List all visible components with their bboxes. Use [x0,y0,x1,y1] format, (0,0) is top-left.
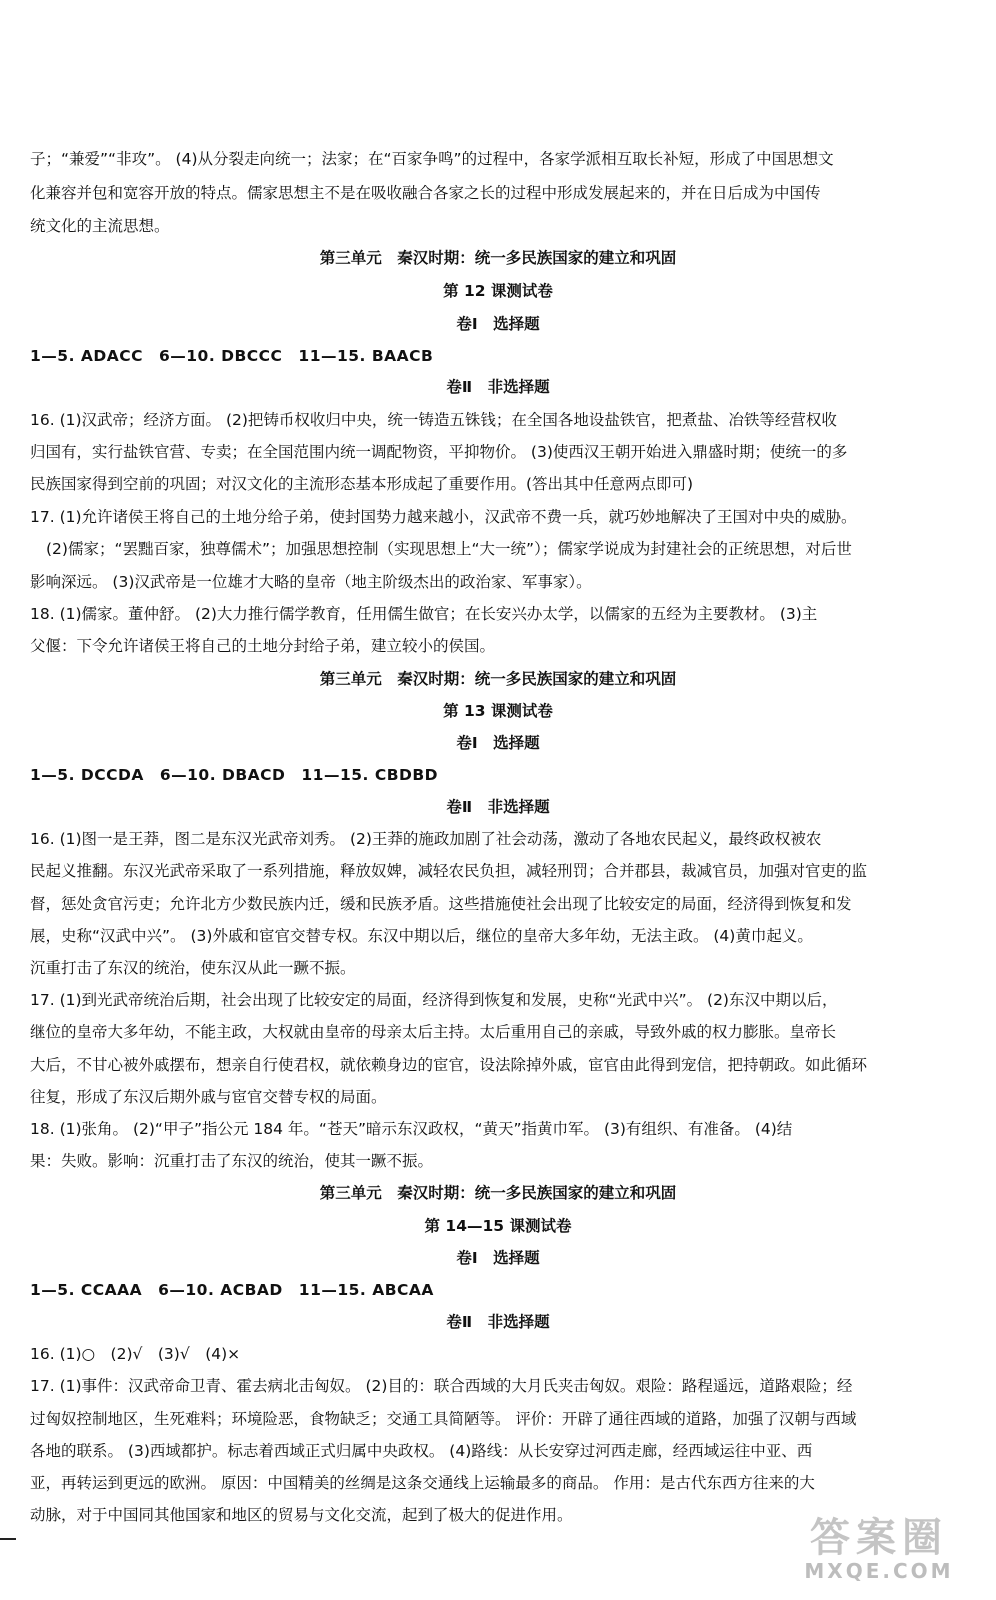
section-heading: 卷Ⅰ 选择题 [456,1249,540,1267]
section-heading: 卷Ⅱ 非选择题 [446,378,550,396]
answer-line: 16. (1)○ (2)√ (3)√ (4)× [30,1345,241,1363]
answer-line: 动脉，对于中国同其他国家和地区的贸易与文化交流，起到了极大的促进作用。 [30,1506,573,1524]
answer-line: 过匈奴控制地区，生死难料；环境险恶，食物缺乏；交通工具简陋等。 评价：开辟了通往西域的道路，加强了汉朝与西域 [30,1410,857,1428]
text-line: 子；“兼爱”“非攻”。 (4)从分裂走向统一；法家；在“百家争鸣”的过程中，各家学派相互取长补短，形成了中国思想文 [30,150,834,168]
answer-line: 16. (1)汉武帝；经济方面。 (2)把铸币权收归中央，统一铸造五铢钱；在全国各地设盐铁官，把煮盐、冶铁等经营权收 [30,411,837,429]
unit-heading: 第三单元 秦汉时期：统一多民族国家的建立和巩固 [319,670,677,688]
choice-answers: 1—5. CCAAA 6—10. ACBAD 11—15. ABCAA [30,1281,434,1299]
margin-mark [0,1538,16,1540]
choice-answers: 1—5. ADACC 6—10. DBCCC 11—15. BAACB [30,347,434,365]
section-heading: 卷Ⅰ 选择题 [456,315,540,333]
text-line: 统文化的主流思想。 [30,217,170,235]
section-heading: 卷Ⅰ 选择题 [456,734,540,752]
answer-line: (2)儒家；“罢黜百家，独尊儒术”；加强思想控制（实现思想上“大一统”）；儒家学说成为封建社会的正统思想，对后世 [46,540,852,558]
answer-line: 18. (1)张角。 (2)“甲子”指公元 184 年。“苍天”暗示东汉政权，“黄天”指黄巾军。 (3)有组织、有准备。 (4)结 [30,1120,793,1138]
answer-line: 影响深远。 (3)汉武帝是一位雄才大略的皇帝（地主阶级杰出的政治家、军事家）。 [30,573,592,591]
answer-line: 18. (1)儒家。董仲舒。 (2)大力推行儒学教育，任用儒生做官；在长安兴办太学，以儒家的五经为主要教材。 (3)主 [30,605,818,623]
watermark-domain: MXQE.COM [804,1559,954,1583]
answer-line: 父偃：下令允许诸侯王将自己的土地分封给子弟，建立较小的侯国。 [30,637,496,655]
section-heading: 卷Ⅱ 非选择题 [446,1313,550,1331]
answer-line: 往复，形成了东汉后期外戚与宦官交替专权的局面。 [30,1088,387,1106]
answer-line: 各地的联系。 (3)西域都护。标志着西域正式归属中央政权。 (4)路线：从长安穿过河西走廊，经西域运往中亚、西 [30,1442,813,1460]
choice-answers: 1—5. DCCDA 6—10. DBACD 11—15. CBDBD [30,766,439,784]
answer-line: 督，惩处贪官污吏；允许北方少数民族内迁，缓和民族矛盾。这些措施使社会出现了比较安定的局面，经济得到恢复和发 [30,895,852,913]
answer-line: 归国有，实行盐铁官营、专卖；在全国范围内统一调配物资，平抑物价。 (3)使西汉王朝开始进入鼎盛时期；使统一的多 [30,443,848,461]
unit-heading: 第三单元 秦汉时期：统一多民族国家的建立和巩固 [319,1184,677,1202]
lesson-title: 第 14—15 课测试卷 [424,1217,572,1235]
watermark-logo-text: 答案圈 [810,1515,948,1561]
answer-line: 17. (1)允许诸侯王将自己的土地分给子弟，使封国势力越来越小，汉武帝不费一兵，就巧妙地解决了王国对中央的威胁。 [30,508,857,526]
lesson-title: 第 12 课测试卷 [443,282,553,300]
lesson-title: 第 13 课测试卷 [443,702,553,720]
answer-line: 16. (1)图一是王莽，图二是东汉光武帝刘秀。 (2)王莽的施政加剧了社会动荡，激动了各地农民起义，最终政权被农 [30,830,822,848]
answer-line: 17. (1)到光武帝统治后期，社会出现了比较安定的局面，经济得到恢复和发展，史称“光武中兴”。 (2)东汉中期以后， [30,991,838,1009]
answer-line: 展，史称“汉武中兴”。 (3)外戚和宦官交替专权。东汉中期以后，继位的皇帝大多年幼，无法主政。 (4)黄巾起义。 [30,927,813,945]
text-line: 化兼容并包和宽容开放的特点。儒家思想主不是在吸收融合各家之长的过程中形成发展起来的，并在日后成为中国传 [30,184,821,202]
watermark-logo [776,1516,982,1582]
answer-line: 民族国家得到空前的巩固；对汉文化的主流形态基本形成起了重要作用。(答出其中任意两点即可) [30,475,694,493]
answer-line: 民起义推翻。东汉光武帝采取了一系列措施，释放奴婢，减轻农民负担，减轻刑罚；合并郡县，裁减官员，加强对官吏的监 [30,862,868,880]
unit-heading: 第三单元 秦汉时期：统一多民族国家的建立和巩固 [319,249,677,267]
section-heading: 卷Ⅱ 非选择题 [446,798,550,816]
answer-line: 果：失败。影响：沉重打击了东汉的统治，使其一蹶不振。 [30,1152,434,1170]
answer-line: 17. (1)事件：汉武帝命卫青、霍去病北击匈奴。 (2)目的：联合西域的大月氏夹击匈奴。艰险：路程遥远，道路艰险；经 [30,1377,853,1395]
answer-line: 沉重打击了东汉的统治，使东汉从此一蹶不振。 [30,959,356,977]
answer-line: 大后，不甘心被外戚摆布，想亲自行使君权，就依赖身边的宦官，设法除掉外戚，宦官由此得到宠信，把持朝政。如此循环 [30,1056,868,1074]
answer-line: 继位的皇帝大多年幼，不能主政，大权就由皇帝的母亲太后主持。太后重用自己的亲戚，导致外戚的权力膨胀。皇帝长 [30,1023,837,1041]
answer-line: 亚，再转运到更远的欧洲。 原因：中国精美的丝绸是这条交通线上运输最多的商品。 作用：是古代东西方往来的大 [30,1474,815,1492]
